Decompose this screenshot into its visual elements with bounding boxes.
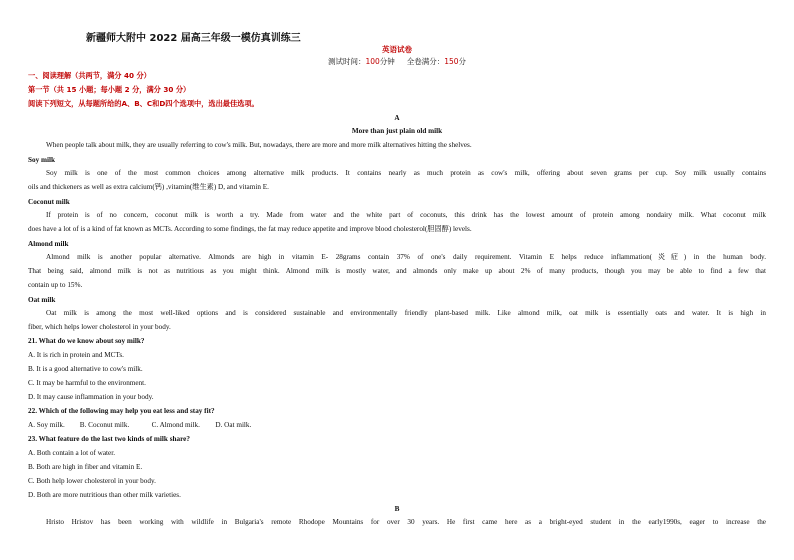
passage-a-letter: A — [394, 114, 400, 122]
passage-a-title: More than just plain old milk — [351, 127, 443, 135]
coconut-heading: Coconut milk — [28, 198, 70, 206]
oat-text-2: fiber, which helps lower cholesterol in your body. — [28, 323, 171, 331]
oat-text-1: Oat milk is among the most well-liked options and is considered sustainable and environmentally friendly plant-based milk. Like almond milk, oat milk is essentially oats and water. It is high in — [46, 309, 766, 317]
question-21-stem: 21. What do we know about soy milk? — [28, 337, 145, 345]
coconut-text-2: does have a lot of is a kind of fat known as MCTs. According to some findings, the fat may reduce appetite and improve blood cholesterol(胆固醇) levels. — [28, 225, 472, 233]
time-label: 测试时间： — [327, 57, 366, 66]
coconut-text-1: If protein is of no concern, coconut milk is worth a try. Made from water and the white part of coconuts, this drink has the lowest amount of protein among nondairy milk. What coconut milk — [46, 211, 766, 219]
question-22-stem: 22. Which of the following may help you eat less and stay fit? — [28, 407, 215, 415]
question-23-option-b: B. Both are high in fiber and vitamin E. — [28, 463, 143, 471]
time-unit: 分钟 — [379, 57, 395, 66]
question-23-option-c: C. Both help lower cholesterol in your body. — [28, 477, 156, 485]
section-subpart-heading: 第一节（共 15 小题；每小题 2 分，满分 30 分） — [28, 85, 191, 94]
almond-text-1: Almond milk is another popular alternative. Almonds are high in vitamin E- 28grams contain 37% of one's daily requirement. Vitamin E helps reduce inflammation(炎症) in the human body. — [46, 253, 766, 261]
question-23-stem: 23. What feature do the last two kinds of milk share? — [28, 435, 190, 443]
question-21-option-c: C. It may be harmful to the environment. — [28, 379, 146, 387]
soy-heading: Soy milk — [28, 156, 55, 164]
section-instruction: 阅读下列短文，从每题所给的A、B、C和D四个选项中，选出最佳选项。 — [28, 99, 259, 108]
passage-b-letter: B — [394, 505, 400, 513]
almond-text-3: contain up to 15%. — [28, 281, 83, 289]
question-22-option-b: B. Coconut milk. — [79, 421, 130, 429]
question-23-option-a: A. Both contain a lot of water. — [28, 449, 116, 457]
section-part-heading: 一、阅读理解（共两节，满分 40 分） — [28, 71, 151, 80]
almond-heading: Almond milk — [28, 240, 69, 248]
score-label: 全卷满分： — [406, 57, 445, 66]
exam-info — [0, 56, 794, 67]
oat-heading: Oat milk — [28, 296, 56, 304]
question-22-options — [28, 421, 766, 430]
passage-a-intro: When people talk about milk, they are usually referring to cow's milk. But, nowadays, there are more and more milk alternatives hitting the shelves. — [46, 141, 472, 149]
question-21-option-a: A. It is rich in protein and MCTs. — [28, 351, 124, 359]
exam-subject: 英语试卷 — [382, 45, 412, 54]
question-22-option-a: A. Soy milk. — [28, 421, 65, 429]
question-22-option-c: C. Almond milk. — [151, 421, 200, 429]
score-unit: 分 — [458, 57, 467, 66]
soy-text-1: Soy milk is one of the most common choices among alternative milk products. It contains nearly as much protein as cow's milk, offering about seven grams per cup. Soy milk usually contains — [46, 169, 766, 177]
question-21-option-d: D. It may cause inflammation in your body. — [28, 393, 154, 401]
soy-text-2: oils and thickeners as well as extra calcium(钙) ,vitamin(维生素) D, and vitamin E. — [28, 183, 269, 191]
passage-b-text-1: Hristo Hristov has been working with wildlife in Bulgaria's remote Rhodope Mountains for over 30 years. He first came here as a bright-eyed student in the early1990s, eager to increase the — [46, 518, 766, 526]
question-22-option-d: D. Oat milk. — [215, 421, 252, 429]
score-value: 150 — [444, 57, 459, 66]
exam-title: 新疆师大附中 2022 届高三年级一模仿真训练三 — [86, 33, 301, 44]
almond-text-2: That being said, almond milk is not as nutritious as you might think. Almond milk is mostly water, and almonds only make up about 2% of many products, though you may be able to find a few that — [28, 267, 766, 275]
question-21-option-b: B. It is a good alternative to cow's milk. — [28, 365, 143, 373]
time-value: 100 — [365, 57, 380, 66]
question-23-option-d: D. Both are more nutritious than other milk varieties. — [28, 491, 181, 499]
